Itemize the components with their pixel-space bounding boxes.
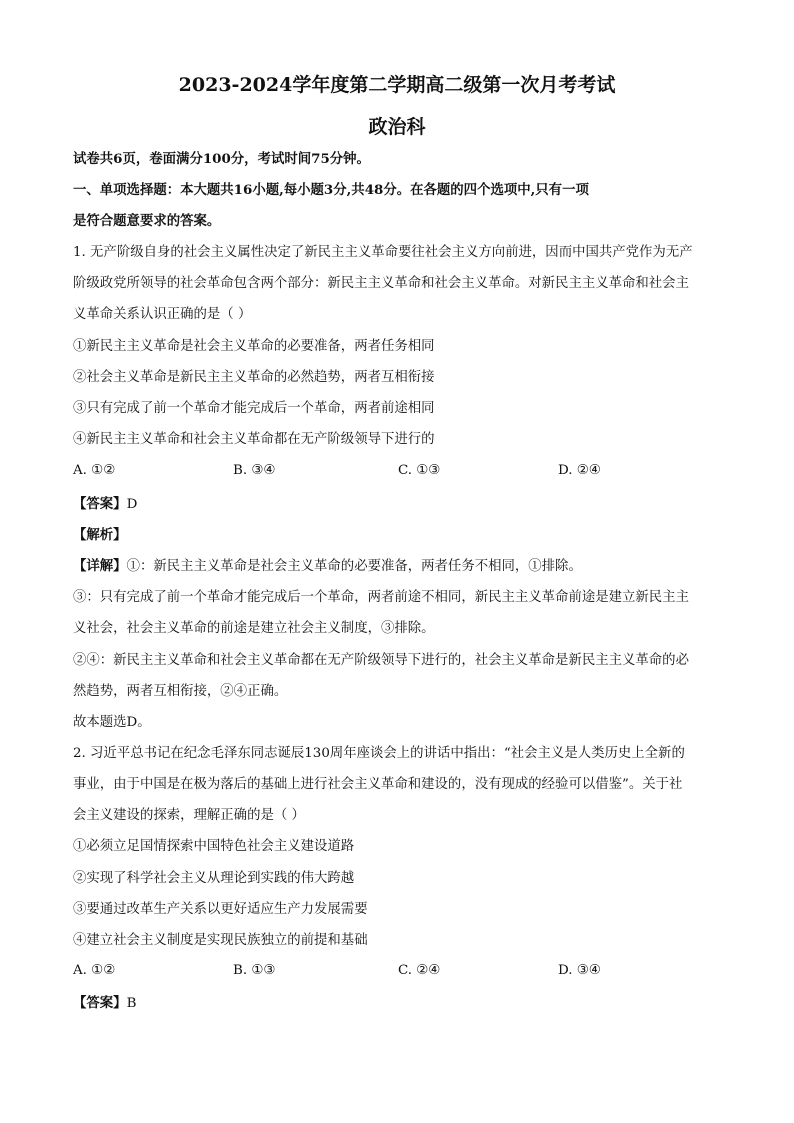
q1-answer-tag: 【答案】 [73,496,127,512]
q2-option-a: A. ①② [73,963,116,978]
section-heading-line2: 是符合题意要求的答案。 [73,213,221,229]
q2-option-c: C. ②④ [398,963,441,978]
q1-detail-line2: ③：只有完成了前一个革命才能完成后一个革命，两者前途不相同，新民主主义革命前途是建立新民主主 [73,590,689,605]
q1-detail-text1: ①：新民主主义革命是社会主义革命的必要准备，两者任务不相同，①排除。 [126,559,582,574]
q1-detail-line1 [73,557,733,576]
q2-option-d: D. ③④ [558,963,601,978]
section-heading-line1: 一、单项选择题：本大题共16小题,每小题3分,共48分。在各题的四个选项中,只有一项 [73,182,589,198]
q1-option-c: C. ①③ [398,463,441,478]
q1-item-1: ①新民主主义革命是社会主义革命的必要准备，两者任务相同 [73,339,435,354]
q2-answer-tag: 【答案】 [73,995,127,1011]
q2-item-4: ④建立社会主义制度是实现民族独立的前提和基础 [73,933,368,948]
q2-option-b: B. ①③ [233,963,276,978]
q1-stem-line3: 义革命关系认识正确的是（ ） [73,307,252,322]
q1-item-3: ③只有完成了前一个革命才能完成后一个革命，两者前途相同 [73,401,435,416]
q1-stem-line2: 阶级政党所领导的社会革命包含两个部分：新民主主义革命和社会主义革命。对新民主主义革命和社会主 [73,276,689,291]
q1-detail-line3: 义社会，社会主义革命的前途是建立社会主义制度，③排除。 [73,621,435,636]
q2-answer-value: B [126,996,137,1011]
q1-option-d: D. ②④ [558,463,601,478]
q2-item-1: ①必须立足国情探索中国特色社会主义建设道路 [73,839,355,854]
q2-item-2: ②实现了科学社会主义从理论到实践的伟大跨越 [73,871,355,886]
q1-item-4: ④新民主主义革命和社会主义革命都在无产阶级领导下进行的 [73,432,435,447]
q1-answer [73,495,733,514]
q1-stem-line1: 1. 无产阶级自身的社会主义属性决定了新民主主义革命要往社会主义方向前进，因而中国共产党作为无产 [73,245,693,260]
q2-stem-line2: 事业，由于中国是在极为落后的基础上进行社会主义革命和建设的，没有现成的经验可以借鉴”。关于社 [73,777,683,792]
q1-detail-line5: 然趋势，两者互相衔接，②④正确。 [73,684,288,699]
q2-answer [73,994,733,1013]
q1-detail-line4: ②④：新民主主义革命和社会主义革命都在无产阶级领导下进行的，社会主义革命是新民主主义革命的必 [73,653,689,668]
q1-option-b: B. ③④ [233,463,276,478]
q1-answer-value: D [126,497,138,512]
q2-stem-line1: 2. 习近平总书记在纪念毛泽东同志诞辰130周年座谈会上的讲话中指出：“社会主义是人类历史上全新的 [73,746,685,761]
q1-detail-tag: 【详解】 [73,558,127,574]
q1-option-a: A. ①② [73,463,116,478]
q2-stem-line3: 会主义建设的探索，理解正确的是（ ） [73,808,305,823]
q1-item-2: ②社会主义革命是新民主主义革命的必然趋势，两者互相衔接 [73,370,435,385]
exam-title: 2023-2024学年度第二学期高二级第一次月考考试 [178,74,616,96]
subject-title: 政治科 [368,116,426,138]
q1-detail-line6: 故本题选D。 [73,715,151,730]
q1-analysis-tag: 【解析】 [73,527,127,543]
q2-item-3: ③要通过改革生产关系以更好适应生产力发展需要 [73,902,368,917]
exam-intro: 试卷共6页，卷面满分100分，考试时间75分钟。 [73,151,370,167]
